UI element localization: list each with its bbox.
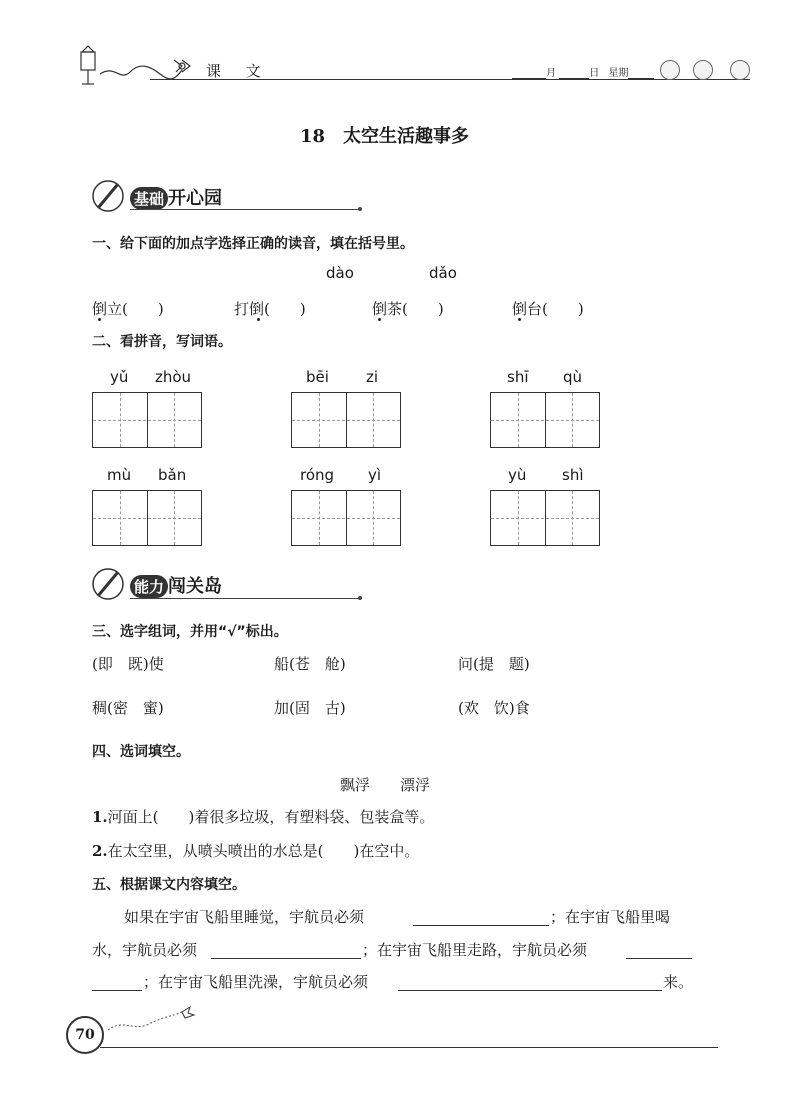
sad-face-icon[interactable] [730,60,750,80]
pinyin: zhòu [155,368,192,386]
q5-text: 来。 [663,973,694,991]
section-badge: 基础 [130,187,168,210]
brush-icon [90,566,130,602]
pinyin: shī [507,368,529,386]
month-label: 月 [546,68,556,79]
q4-sentence-1[interactable] [92,806,434,827]
q4-options: 飘浮 漂浮 [340,776,431,794]
writing-grid[interactable] [490,392,600,448]
pinyin: shì [562,466,584,484]
q1-prompt: 一、给下面的加点字选择正确的读音，填在括号里。 [92,236,414,252]
q1-item[interactable]: 倒台( ) [512,300,584,318]
writing-grid[interactable] [291,392,401,448]
pinyin: bǎn [158,466,187,484]
answer-blank[interactable] [413,925,549,926]
pinyin: yù [508,466,527,484]
q3-item[interactable]: 稠(密 蜜) [92,699,164,717]
writing-grid[interactable] [490,490,600,546]
header-section-label: 课 文 [206,62,271,80]
day-blank[interactable] [559,68,589,79]
q5-text: ；在宇宙飞船里喝 [550,908,671,926]
emphasis-dot [378,318,381,321]
neutral-face-icon[interactable] [693,60,713,80]
q3-item[interactable]: 船(苍 舱) [274,655,346,673]
answer-blank[interactable] [626,958,692,959]
q4-sentence-2[interactable] [92,840,419,861]
date-fields [512,64,654,79]
sentence-number: 2. [92,842,108,860]
q1-item[interactable]: 倒立( ) [92,300,164,318]
section-title: 闯关岛 [168,576,223,597]
q3-item[interactable]: 问(提 题) [458,655,530,673]
q1-option: dào [326,264,354,282]
section-badge: 能力 [130,575,168,598]
sentence-number: 1. [92,808,108,826]
footer-rule [100,1047,718,1048]
happy-face-icon[interactable] [660,60,680,80]
answer-blank[interactable] [92,990,142,991]
writing-grid[interactable] [291,490,401,546]
q1-item[interactable]: 倒茶( ) [372,300,444,318]
banner-dot [358,596,362,600]
banner-dot [358,207,362,211]
q1-option: dǎo [429,264,457,282]
header-rule [150,79,750,80]
pinyin: yǔ [110,368,129,386]
lesson-title: 18 太空生活趣事多 [300,126,470,147]
pinyin: yì [368,466,382,484]
q5-text: ；在宇宙飞船里走路，宇航员必须 [362,941,588,959]
brush-icon [90,178,130,214]
weekday-label: 星期 [608,68,629,79]
q5-prompt: 五、根据课文内容填空。 [92,877,246,893]
bird-vine-icon [104,1000,204,1034]
weekday-blank[interactable] [628,68,654,79]
pinyin: bēi [306,368,329,386]
pinyin: zi [366,368,379,386]
answer-blank[interactable] [398,990,662,991]
sentence-text: 河面上( )着很多垃圾，有塑料袋、包装盒等。 [107,808,435,826]
emphasis-dot [257,318,260,321]
emphasis-dot [518,318,521,321]
pinyin: mù [107,466,132,484]
emphasis-dot [98,318,101,321]
answer-blank[interactable] [211,958,361,959]
q1-item[interactable]: 打倒( ) [234,300,306,318]
q3-item[interactable]: 加(固 古) [274,699,346,717]
pinyin: qù [563,368,583,386]
month-blank[interactable] [512,68,546,79]
banner-rule [130,209,358,210]
q3-prompt: 三、选字组词，并用“√”标出。 [92,624,288,640]
pinyin: róng [300,466,335,484]
sentence-text: 在太空里，从喷头喷出的水总是( )在空中。 [107,842,420,860]
section-title: 开心园 [168,188,223,209]
q5-text: 水，宇航员必须 [92,941,198,959]
writing-grid[interactable] [92,392,202,448]
banner-rule [130,598,358,599]
writing-grid[interactable] [92,490,202,546]
q3-item[interactable]: (欢 饮)食 [458,699,530,717]
q3-item[interactable]: (即 既)使 [92,655,164,673]
day-label: 日 [589,68,600,79]
q5-text: ；在宇宙飞船里洗澡，宇航员必须 [143,973,369,991]
q2-prompt: 二、看拼音，写词语。 [92,334,232,350]
page-number: 70 [66,1016,104,1054]
q5-text: 如果在宇宙飞船里睡觉，宇航员必须 [124,908,365,926]
q4-prompt: 四、选词填空。 [92,744,190,760]
